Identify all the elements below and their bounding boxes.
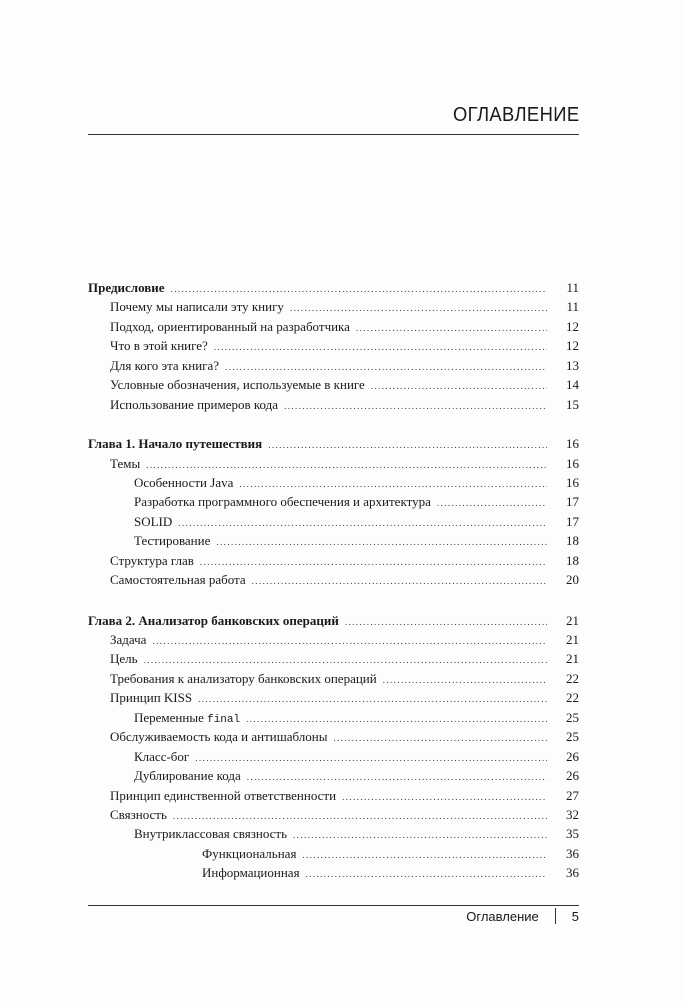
toc-page-number: 18 [566, 552, 579, 568]
toc-page-number: 20 [566, 572, 579, 588]
toc-entry-text: Использование примеров кода [110, 396, 279, 412]
dot-leader [371, 377, 547, 396]
dot-leader [246, 710, 547, 729]
toc-entry-text: Принцип единственной ответственности [110, 787, 337, 803]
toc-entry-title [110, 297, 290, 316]
toc-entry-text: Глава 1. Начало путешествия [88, 436, 263, 452]
toc-page-number: 35 [566, 826, 579, 842]
toc-entry[interactable] [88, 630, 579, 649]
dot-leader [144, 651, 547, 670]
toc-page-number: 25 [566, 729, 579, 745]
toc-entry-text: Предисловие [88, 280, 165, 295]
dot-leader [225, 358, 547, 377]
toc-entry-title [110, 551, 200, 570]
toc-entry-title [110, 375, 371, 394]
toc-entry-title [110, 630, 152, 649]
toc-entry-title [88, 434, 268, 453]
toc-page-number: 16 [566, 455, 579, 471]
toc-page-number: 16 [566, 474, 579, 490]
dot-leader [146, 456, 547, 475]
dot-leader [195, 749, 547, 768]
toc-entry-title [110, 454, 146, 473]
toc-entry-title [110, 805, 173, 824]
toc-entry[interactable] [88, 492, 579, 511]
toc-page-number: 11 [566, 299, 579, 315]
toc-entry[interactable] [88, 727, 579, 746]
toc-entry-title [110, 356, 225, 375]
toc-entry[interactable] [88, 551, 579, 570]
toc-page-number: 15 [566, 396, 579, 412]
toc-section [88, 611, 579, 883]
toc-page-number: 22 [566, 690, 579, 706]
toc-entry-text: Почему мы написали эту книгу [110, 299, 284, 315]
dot-leader [178, 514, 547, 533]
toc-page-number: 26 [566, 748, 579, 764]
toc-entry-text: Информационная [202, 865, 300, 881]
toc-entry-text: Связность [110, 806, 167, 822]
dot-leader [252, 572, 547, 591]
toc-entry-text: Дублирование кода [134, 768, 241, 784]
toc-entry-title [88, 278, 171, 297]
toc-entry[interactable] [88, 649, 579, 668]
toc-entry-title [134, 747, 195, 766]
dot-leader [293, 826, 547, 845]
toc-entry-title [110, 649, 144, 668]
toc-entry[interactable] [88, 395, 579, 414]
toc-entry[interactable] [88, 747, 579, 766]
toc-page-number: 26 [566, 768, 579, 784]
toc-entry[interactable] [88, 611, 579, 630]
toc-page-number: 14 [566, 377, 579, 393]
dot-leader [173, 807, 547, 826]
dot-leader [214, 338, 547, 357]
toc-entry[interactable] [88, 317, 579, 336]
toc-page-number: 36 [566, 845, 579, 861]
toc-entry-title [110, 727, 333, 746]
dot-leader [284, 397, 547, 416]
table-of-contents [88, 278, 579, 903]
toc-entry[interactable] [88, 824, 579, 843]
dot-leader [306, 865, 547, 884]
toc-entry-text: Функциональная [202, 845, 297, 861]
dot-leader [356, 319, 547, 338]
dot-leader [200, 553, 547, 572]
toc-entry-text: Внутриклассовая связность [134, 826, 288, 842]
toc-entry-title [110, 395, 284, 414]
toc-entry-title [134, 824, 293, 843]
toc-entry[interactable] [88, 766, 579, 785]
toc-page-number: 36 [566, 865, 579, 881]
toc-entry[interactable] [88, 278, 579, 297]
toc-entry[interactable] [88, 863, 579, 882]
toc-entry-title [110, 570, 252, 589]
toc-entry-title [202, 844, 302, 863]
toc-entry[interactable] [88, 844, 579, 863]
page-footer [466, 908, 579, 924]
dot-leader [333, 729, 547, 748]
toc-entry-title [88, 611, 345, 630]
toc-entry[interactable] [88, 531, 579, 550]
toc-entry[interactable] [88, 786, 579, 805]
toc-page-number: 21 [566, 651, 579, 667]
toc-entry-title [110, 786, 342, 805]
toc-entry[interactable] [88, 473, 579, 492]
dot-leader [345, 613, 547, 632]
toc-entry-text: Требования к анализатору банковских операций [110, 670, 377, 686]
dot-leader [342, 788, 547, 807]
toc-page-number: 17 [566, 494, 579, 510]
toc-page-number: 18 [566, 533, 579, 549]
toc-page-number: 12 [566, 318, 579, 334]
footer-section-label: Оглавление [466, 908, 539, 924]
toc-entry[interactable] [88, 434, 579, 453]
toc-entry-text: SOLID [134, 513, 173, 529]
toc-entry-text: Подход, ориентированный на разработчика [110, 318, 350, 334]
toc-page-number: 21 [566, 632, 579, 647]
toc-entry[interactable] [88, 570, 579, 589]
footer-separator [555, 908, 556, 924]
toc-entry-title [134, 512, 178, 531]
toc-entry-text: Обслуживаемость кода и антишаблоны [110, 729, 328, 745]
toc-page-number: 21 [566, 612, 579, 628]
toc-entry-title [110, 669, 383, 688]
dot-leader [198, 690, 547, 709]
page-title: ОГЛАВЛЕНИЕ [452, 104, 579, 126]
toc-entry-text: Цель [110, 651, 138, 667]
dot-leader [437, 494, 547, 513]
dot-leader [171, 280, 547, 299]
dot-leader [152, 632, 547, 651]
toc-entry[interactable] [88, 688, 579, 707]
toc-entry-text: Принцип KISS [110, 690, 193, 706]
toc-entry-text: Особенности Java [134, 474, 234, 490]
toc-entry-title [134, 492, 437, 511]
page-number: 5 [571, 908, 579, 924]
toc-entry[interactable] [88, 297, 579, 316]
toc-entry-text: Разработка программного обеспечения и архитектура [134, 494, 431, 510]
dot-leader [216, 533, 547, 552]
toc-entry-title [134, 766, 247, 785]
toc-entry[interactable] [88, 669, 579, 688]
toc-entry-text: Самостоятельная работа [110, 572, 246, 588]
toc-entry-text: Темы [110, 455, 141, 471]
toc-entry-title [110, 688, 198, 707]
footer-divider [88, 905, 579, 906]
toc-entry-text: Класс-бог [134, 748, 190, 764]
toc-entry-title [110, 336, 214, 355]
toc-entry-title [202, 863, 306, 882]
toc-page-number: 16 [566, 436, 579, 452]
dot-leader [247, 768, 547, 787]
toc-entry-text: Переменные [134, 709, 208, 725]
toc-entry[interactable] [88, 454, 579, 473]
dot-leader [383, 671, 547, 690]
dot-leader [268, 436, 547, 455]
toc-entry[interactable] [88, 356, 579, 375]
toc-page-number: 22 [566, 670, 579, 686]
toc-page-number: 11 [566, 280, 579, 295]
toc-entry-title [134, 531, 216, 550]
toc-entry[interactable] [88, 375, 579, 394]
header-divider [88, 134, 579, 135]
toc-entry-code: final [207, 713, 241, 726]
dot-leader [239, 475, 547, 494]
toc-page-number: 32 [566, 806, 579, 822]
toc-entry-text: Тестирование [134, 533, 211, 549]
toc-entry-text: Условные обозначения, используемые в книге [110, 377, 365, 393]
toc-entry[interactable] [88, 805, 579, 824]
dot-leader [290, 299, 547, 318]
toc-section [88, 434, 579, 590]
dot-leader [302, 846, 547, 865]
toc-entry-text: Задача [110, 632, 147, 647]
toc-entry[interactable] [88, 708, 579, 727]
toc-page-number: 25 [566, 709, 579, 725]
toc-page-number: 12 [566, 338, 579, 354]
toc-entry-title [134, 473, 239, 492]
toc-entry[interactable] [88, 336, 579, 355]
toc-page-number: 27 [566, 787, 579, 803]
toc-entry[interactable] [88, 512, 579, 531]
toc-page-number: 13 [566, 357, 579, 373]
toc-page-number: 17 [566, 513, 579, 529]
toc-entry-text: Что в этой книге? [110, 338, 208, 354]
toc-entry-title [110, 317, 356, 336]
toc-section [88, 278, 579, 414]
toc-entry-text: Глава 2. Анализатор банковских операций [88, 612, 339, 628]
toc-entry-text: Для кого эта книга? [110, 357, 220, 373]
toc-entry-text: Структура глав [110, 552, 194, 568]
